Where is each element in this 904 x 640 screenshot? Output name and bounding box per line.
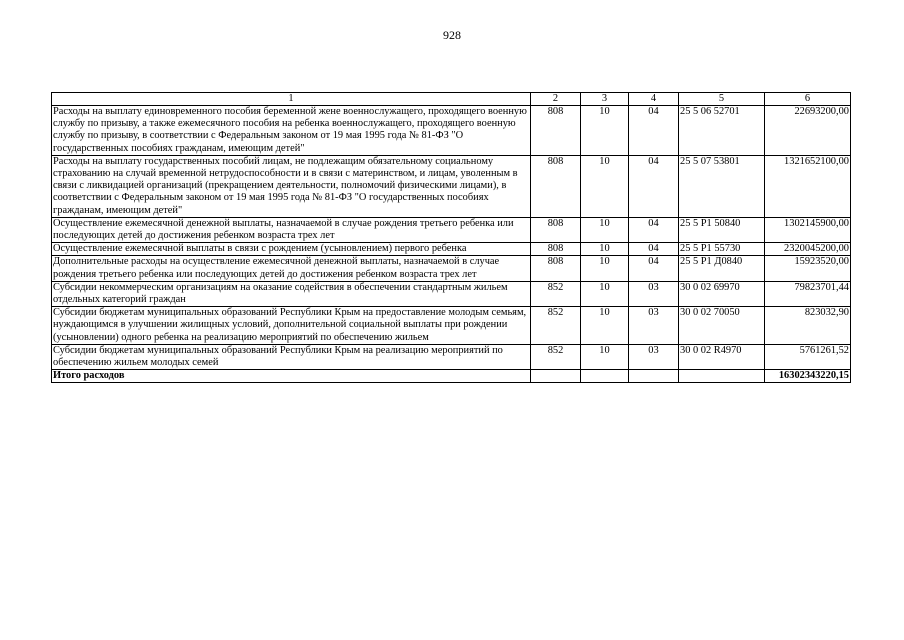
row-subsection-code: 03 (629, 307, 679, 345)
empty-cell (629, 370, 679, 383)
table-row (52, 243, 851, 256)
row-subsection-code: 04 (629, 106, 679, 156)
table-row (52, 256, 851, 281)
row-target-code: 25 5 P1 50840 (679, 217, 765, 242)
table-row (52, 155, 851, 217)
row-description: Субсидии некоммерческим организациям на оказание содействия в обеспечении стандартным жильем отдельных категорий граждан (52, 281, 531, 306)
row-target-code: 25 5 06 52701 (679, 106, 765, 156)
page-number: 928 (443, 28, 461, 42)
row-amount: 2320045200,00 (765, 243, 851, 256)
total-amount: 16302343220,15 (765, 370, 851, 383)
row-target-code: 30 0 02 R4970 (679, 344, 765, 369)
row-department-code: 852 (531, 281, 581, 306)
row-description: Расходы на выплату единовременного пособия беременной жене военнослужащего, проходящего военную службу по призыву, а также ежемесячного пособия на ребенка военнослужащего, проходящего военную службу по призыву, в соответствии с Федеральным законом от 19 мая 1995 года № 81-ФЗ "О государственных пособиях гражданам, имеющим детей" (52, 106, 531, 156)
row-amount: 79823701,44 (765, 281, 851, 306)
row-subsection-code: 04 (629, 155, 679, 217)
row-subsection-code: 04 (629, 243, 679, 256)
row-amount: 1321652100,00 (765, 155, 851, 217)
table-row (52, 106, 851, 156)
empty-cell (531, 370, 581, 383)
row-description: Осуществление ежемесячной денежной выплаты, назначаемой в случае рождения третьего ребенка или последующих детей до достижения ребенком возраста трех лет (52, 217, 531, 242)
row-section-code: 10 (581, 344, 629, 369)
row-target-code: 25 5 P1 55730 (679, 243, 765, 256)
table-header-row (52, 93, 851, 106)
empty-cell (679, 370, 765, 383)
row-description: Субсидии бюджетам муниципальных образований Республики Крым на реализацию мероприятий по обеспечению жильем молодых семей (52, 344, 531, 369)
row-description: Расходы на выплату государственных пособий лицам, не подлежащим обязательному социальному страхованию на случай временной нетрудоспособности и в связи с материнством, и лицам, уволенным в связи с ликвидацией организаций (прекращением деятельности, полномочий физическими лицами), в соответствии с Федеральным законом от 19 мая 1995 года № 81-ФЗ "О государственных пособиях гражданам, имеющим детей" (52, 155, 531, 217)
row-subsection-code: 03 (629, 344, 679, 369)
column-header: 1 (52, 93, 531, 106)
row-description: Субсидии бюджетам муниципальных образований Республики Крым на предоставление молодым семьям, нуждающимся в улучшении жилищных условий, дополнительной социальной выплаты при рождении (усыновлении) одного ребенка на реализацию мероприятий по обеспечению жильем (52, 307, 531, 345)
column-header: 3 (581, 93, 629, 106)
column-header: 5 (679, 93, 765, 106)
row-subsection-code: 03 (629, 281, 679, 306)
table-row (52, 344, 851, 369)
column-header: 2 (531, 93, 581, 106)
row-amount: 5761261,52 (765, 344, 851, 369)
row-amount: 1302145900,00 (765, 217, 851, 242)
row-section-code: 10 (581, 217, 629, 242)
row-amount: 823032,90 (765, 307, 851, 345)
row-amount: 22693200,00 (765, 106, 851, 156)
empty-cell (581, 370, 629, 383)
row-subsection-code: 04 (629, 217, 679, 242)
row-amount: 15923520,00 (765, 256, 851, 281)
table-row (52, 281, 851, 306)
row-section-code: 10 (581, 307, 629, 345)
row-department-code: 808 (531, 256, 581, 281)
row-department-code: 808 (531, 243, 581, 256)
row-department-code: 852 (531, 307, 581, 345)
row-target-code: 30 0 02 70050 (679, 307, 765, 345)
row-target-code: 30 0 02 69970 (679, 281, 765, 306)
table-row (52, 217, 851, 242)
row-section-code: 10 (581, 243, 629, 256)
total-label: Итого расходов (52, 370, 531, 383)
row-department-code: 808 (531, 106, 581, 156)
column-header: 4 (629, 93, 679, 106)
row-target-code: 25 5 07 53801 (679, 155, 765, 217)
row-section-code: 10 (581, 155, 629, 217)
row-section-code: 10 (581, 281, 629, 306)
row-description: Осуществление ежемесячной выплаты в связи с рождением (усыновлением) первого ребенка (52, 243, 531, 256)
row-department-code: 808 (531, 217, 581, 242)
row-section-code: 10 (581, 106, 629, 156)
row-department-code: 808 (531, 155, 581, 217)
row-subsection-code: 04 (629, 256, 679, 281)
column-header: 6 (765, 93, 851, 106)
row-description: Дополнительные расходы на осуществление ежемесячной денежной выплаты, назначаемой в случае рождения третьего ребенка или последующих детей до достижения ребенком возраста трех лет (52, 256, 531, 281)
row-target-code: 25 5 P1 Д0840 (679, 256, 765, 281)
expenditure-table (51, 92, 851, 383)
total-row (52, 370, 851, 383)
row-section-code: 10 (581, 256, 629, 281)
row-department-code: 852 (531, 344, 581, 369)
table-row (52, 307, 851, 345)
